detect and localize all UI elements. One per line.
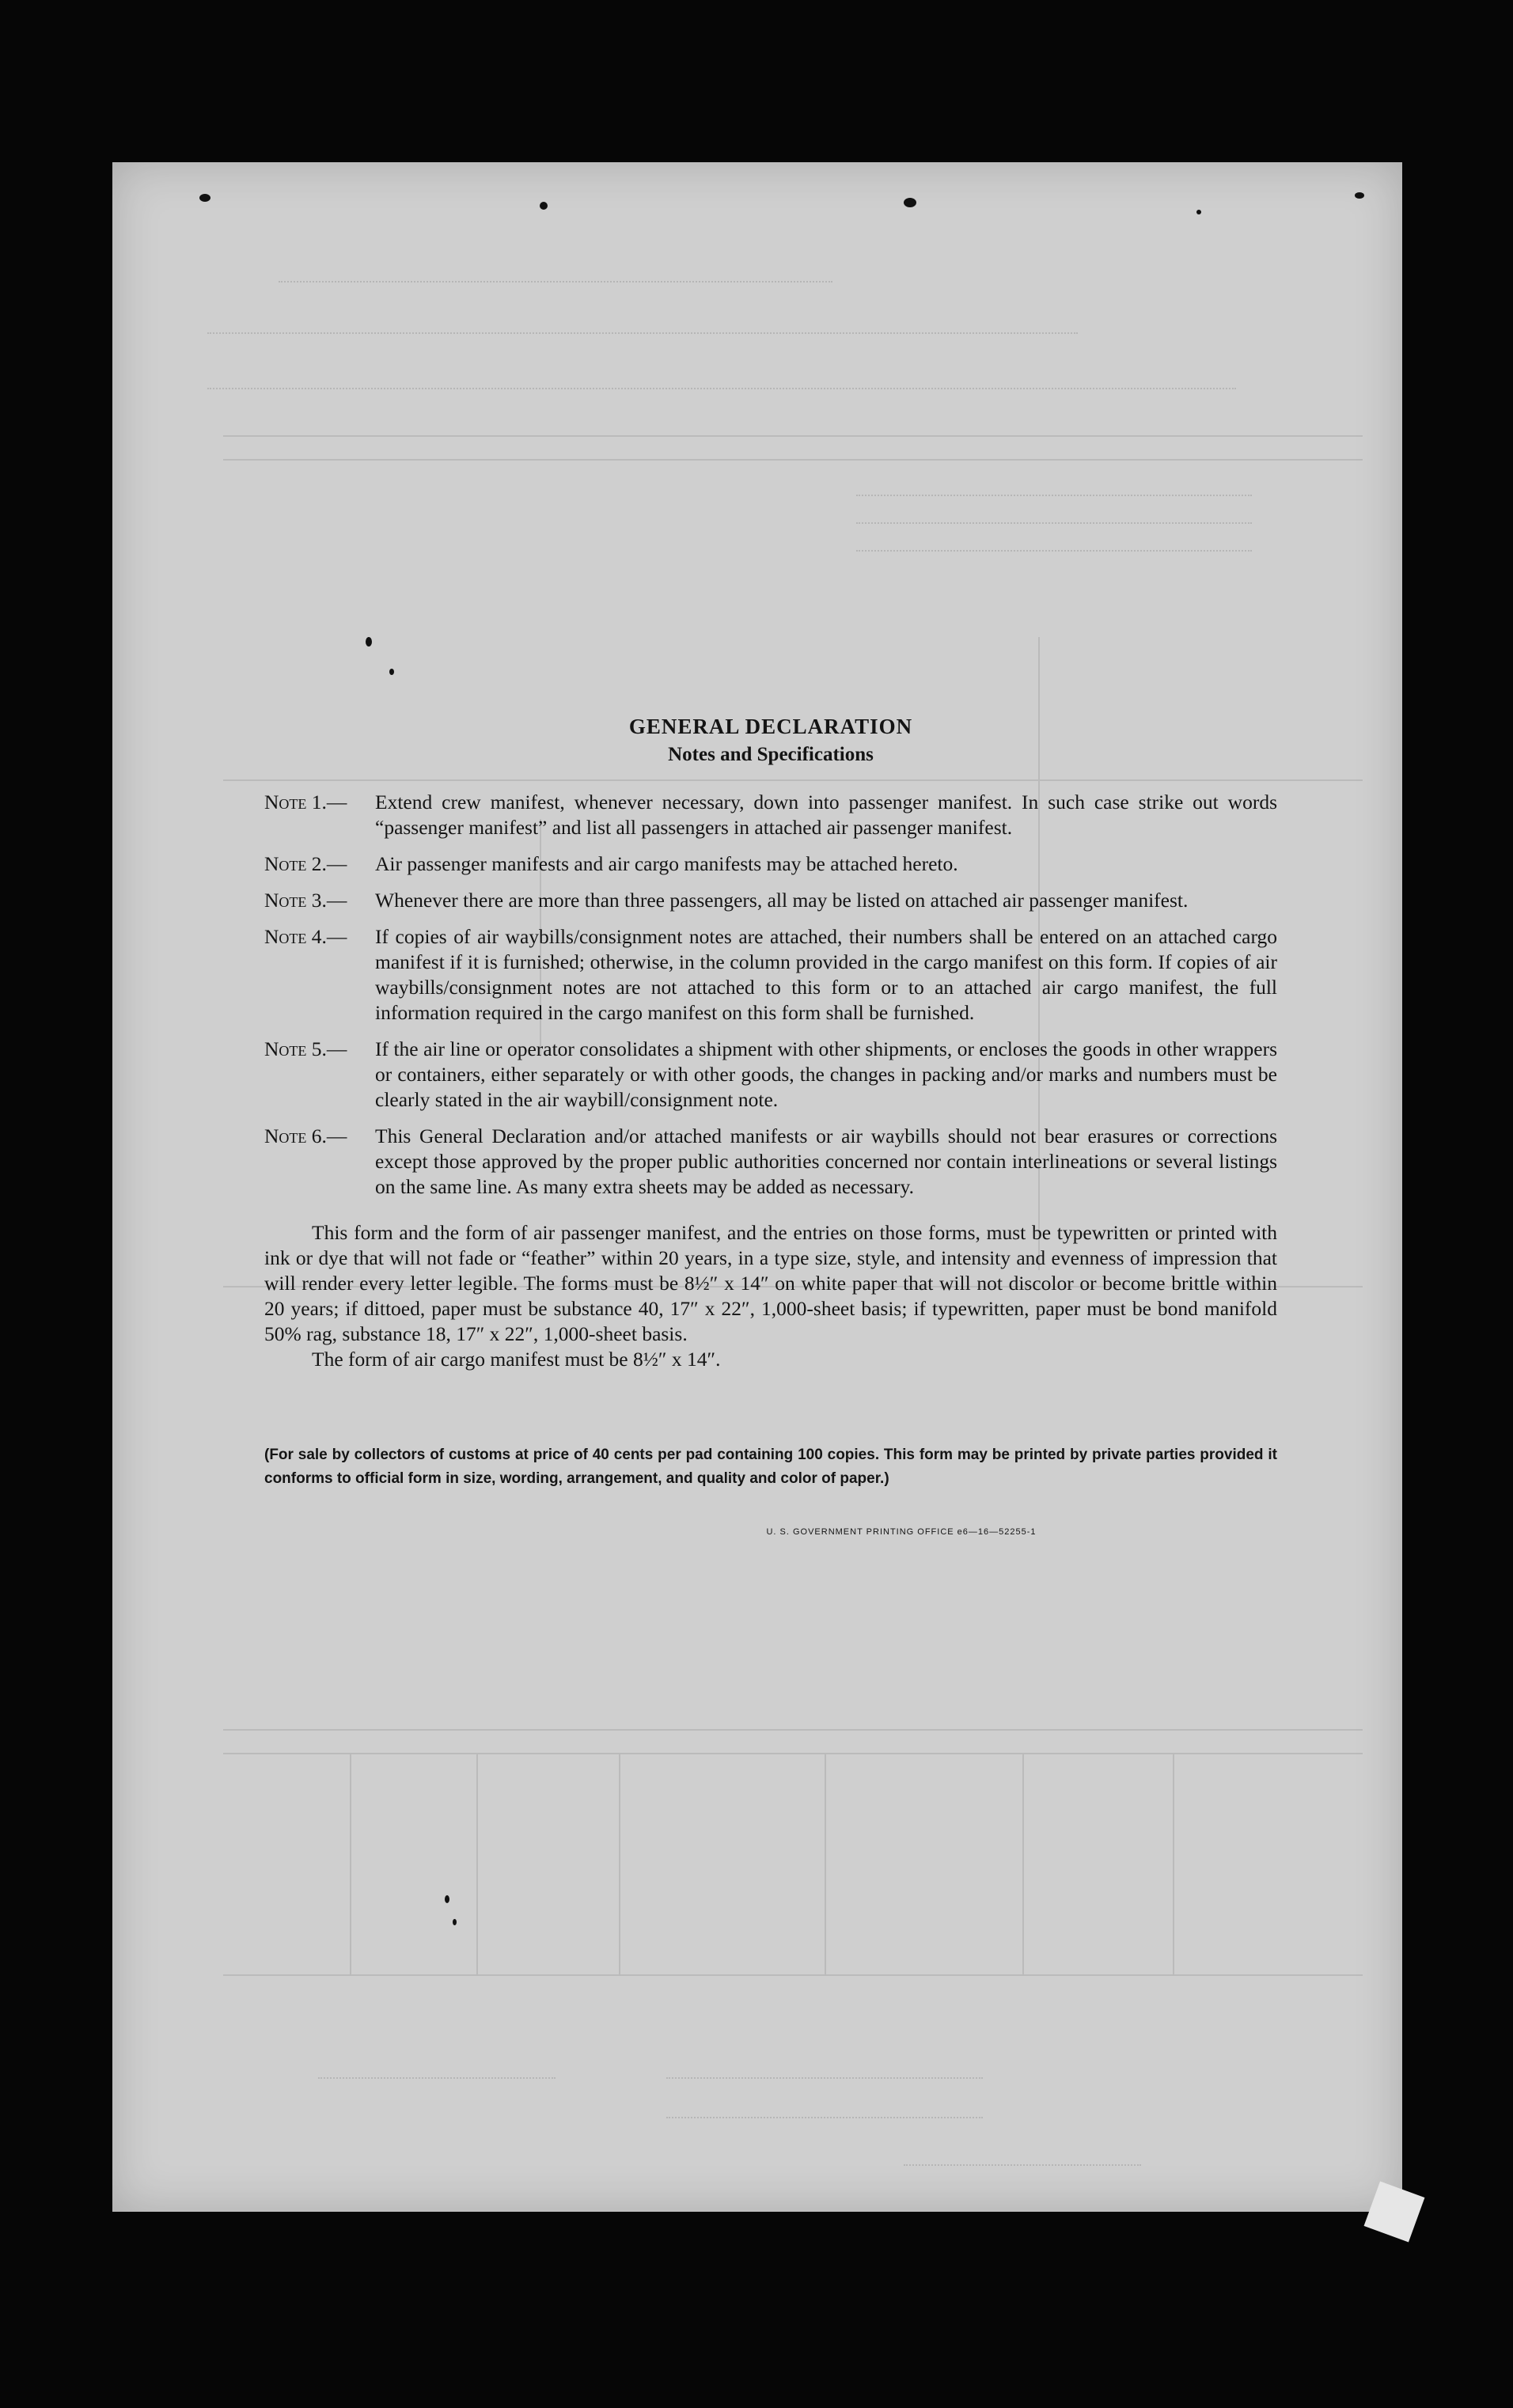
note-text: This General Declaration and/or attached manifests or air waybills should not bear erasures or corrections except those approved by the proper public authorities concerned nor contain interlineations or several listings on the same line. As many extra sheets may be added as necessary. — [375, 1124, 1277, 1198]
document-title: GENERAL DECLARATION — [628, 715, 913, 738]
dust-speck — [445, 1895, 449, 1903]
note-text: Whenever there are more than three passengers, all may be listed on attached air passenger manifest. — [375, 889, 1189, 912]
note-label: Note 1.— — [264, 791, 347, 813]
note-6 — [264, 1124, 1277, 1200]
dust-speck — [366, 637, 372, 647]
dust-speck — [540, 202, 548, 210]
note-text: Extend crew manifest, whenever necessary, down into passenger manifest. In such case strike out words “passenger manifest” and list all passengers in attached air passenger manifest. — [375, 791, 1277, 839]
note-3 — [264, 888, 1277, 913]
note-1 — [264, 790, 1277, 840]
note-label: Note 5.— — [264, 1037, 347, 1060]
printer-imprint: U. S. GOVERNMENT PRINTING OFFICE e6—16—52255-1 — [766, 1527, 1037, 1537]
note-2 — [264, 851, 1277, 877]
document-page — [112, 162, 1402, 2212]
note-label: Note 2.— — [264, 852, 347, 875]
note-label: Note 3.— — [264, 889, 347, 912]
sale-notice: (For sale by collectors of customs at price of 40 cents per pad containing 100 copies. This form may be printed by private parties provided it conforms to official form in size, wording, arrangement, and quality and color of paper.) — [264, 1447, 1277, 1487]
dust-speck — [453, 1919, 457, 1925]
note-label: Note 6.— — [264, 1124, 347, 1147]
declaration-notes — [264, 712, 1277, 1537]
note-4 — [264, 924, 1277, 1026]
specification-paragraph: This form and the form of air passenger manifest, and the entries on those forms, must be typewritten or printed with ink or dye that will not fade or “feather” within 20 years, in a type size, style, and intensity and evenness of impression that will render every letter legible. The forms must be 8½″ x 14″ on white paper that will not discolor or become brittle within 20 years; if dittoed, paper must be substance 40, 17″ x 22″, 1,000-sheet basis; if typewritten, paper must be bond manifold 50% rag, substance 18, 17″ x 22″, 1,000-sheet basis. — [264, 1221, 1277, 1345]
document-subtitle: Notes and Specifications — [668, 744, 874, 765]
cargo-manifest-size: The form of air cargo manifest must be 8½″ x 14″. — [312, 1348, 721, 1371]
dust-speck — [199, 194, 210, 202]
dust-speck — [1355, 192, 1364, 199]
note-text: If copies of air waybills/consignment notes are attached, their numbers shall be entered on an attached cargo manifest if it is furnished; otherwise, in the column provided in the cargo manifest on this form. If copies of air waybills/consignment notes are not attached to this form or to an attached air cargo manifest, the full information required in the cargo manifest on this form shall be furnished. — [375, 925, 1277, 1024]
dust-speck — [389, 669, 394, 675]
dust-speck — [1196, 210, 1201, 214]
note-5 — [264, 1037, 1277, 1113]
note-label: Note 4.— — [264, 925, 347, 948]
note-text: Air passenger manifests and air cargo manifests may be attached hereto. — [375, 852, 958, 875]
dust-speck — [904, 198, 916, 207]
note-text: If the air line or operator consolidates a shipment with other shipments, or encloses the goods in other wrappers or containers, either separately or with other goods, the changes in packing and/or marks and numbers must be clearly stated in the air waybill/consignment note. — [375, 1037, 1277, 1111]
